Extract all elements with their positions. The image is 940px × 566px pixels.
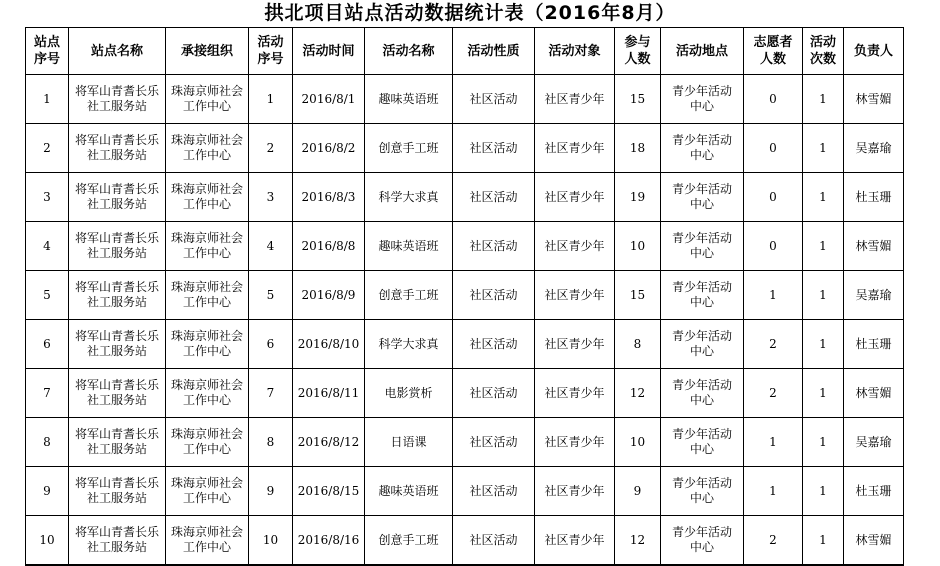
cell-date: 2016/8/12	[293, 418, 365, 467]
cell-owner: 杜玉珊	[844, 173, 904, 222]
cell-line: 工作中心	[182, 491, 231, 505]
header-act-no-line: 序号	[257, 52, 284, 67]
cell-line: 社工服务站	[86, 148, 147, 162]
cell-line: 将军山青耆长乐	[74, 329, 159, 343]
cell-participants: 8	[615, 320, 661, 369]
table-body	[26, 75, 904, 566]
cell-date: 2016/8/8	[293, 222, 365, 271]
header-row	[26, 28, 904, 75]
cell-line: 珠海京师社会	[170, 280, 243, 294]
cell-line: 中心	[689, 442, 714, 456]
cell-site-name	[69, 516, 166, 566]
cell-line: 青少年活动	[671, 378, 732, 392]
cell-line: 青少年活动	[671, 427, 732, 441]
cell-participants: 15	[615, 75, 661, 124]
cell-line: 珠海京师社会	[170, 133, 243, 147]
cell-line: 将军山青耆长乐	[74, 427, 159, 441]
cell-owner: 杜玉珊	[844, 320, 904, 369]
cell-line: 青少年活动	[671, 133, 732, 147]
cell-nature: 社区活动	[453, 516, 535, 566]
header-nature-line: 活动性质	[467, 43, 520, 59]
cell-location	[661, 173, 744, 222]
cell-site-name	[69, 320, 166, 369]
cell-participants: 19	[615, 173, 661, 222]
cell-participants: 10	[615, 222, 661, 271]
table-row	[26, 320, 904, 369]
header-location-line: 活动地点	[675, 43, 728, 59]
cell-line: 中心	[689, 540, 714, 554]
cell-times: 1	[803, 124, 844, 173]
cell-owner: 吴嘉瑜	[844, 271, 904, 320]
cell-line: 青少年活动	[671, 231, 732, 245]
cell-nature: 社区活动	[453, 467, 535, 516]
header-times-line: 次数	[809, 52, 836, 67]
header-participants-line: 人数	[624, 52, 651, 67]
cell-name: 科学大求真	[365, 173, 453, 222]
header-act-name	[365, 28, 453, 75]
cell-org	[166, 369, 249, 418]
cell-line: 社工服务站	[86, 491, 147, 505]
cell-location	[661, 369, 744, 418]
cell-location	[661, 271, 744, 320]
cell-name: 趣味英语班	[365, 75, 453, 124]
cell-location	[661, 320, 744, 369]
cell-location	[661, 516, 744, 566]
cell-site-name	[69, 418, 166, 467]
cell-target: 社区青少年	[535, 320, 615, 369]
cell-org	[166, 124, 249, 173]
cell-line: 将军山青耆长乐	[74, 378, 159, 392]
table-row	[26, 271, 904, 320]
cell-times: 1	[803, 75, 844, 124]
cell-participants: 10	[615, 418, 661, 467]
cell-line: 珠海京师社会	[170, 476, 243, 490]
table-row	[26, 173, 904, 222]
cell-line: 中心	[689, 393, 714, 407]
cell-volunteers: 2	[744, 369, 803, 418]
cell-line: 社工服务站	[86, 246, 147, 260]
cell-line: 青少年活动	[671, 84, 732, 98]
cell-line: 珠海京师社会	[170, 329, 243, 343]
cell-volunteers: 0	[744, 124, 803, 173]
cell-volunteers: 1	[744, 271, 803, 320]
cell-name: 创意手工班	[365, 516, 453, 566]
header-participants-line: 参与	[624, 35, 651, 50]
header-date-line: 活动时间	[302, 43, 355, 59]
cell-line: 将军山青耆长乐	[74, 231, 159, 245]
cell-owner: 吴嘉瑜	[844, 124, 904, 173]
cell-site-no: 6	[26, 320, 69, 369]
cell-line: 中心	[689, 344, 714, 358]
cell-times: 1	[803, 222, 844, 271]
cell-org	[166, 271, 249, 320]
header-owner-line: 负责人	[853, 43, 893, 59]
table-row	[26, 369, 904, 418]
cell-name: 科学大求真	[365, 320, 453, 369]
cell-participants: 18	[615, 124, 661, 173]
cell-target: 社区青少年	[535, 222, 615, 271]
cell-act-no: 3	[249, 173, 293, 222]
header-act-no	[249, 28, 293, 75]
cell-act-no: 1	[249, 75, 293, 124]
cell-line: 将军山青耆长乐	[74, 84, 159, 98]
cell-line: 工作中心	[182, 197, 231, 211]
header-date	[293, 28, 365, 75]
header-org-line: 承接组织	[180, 43, 233, 59]
cell-line: 青少年活动	[671, 525, 732, 539]
cell-line: 将军山青耆长乐	[74, 182, 159, 196]
cell-line: 中心	[689, 148, 714, 162]
cell-act-no: 6	[249, 320, 293, 369]
cell-site-no: 9	[26, 467, 69, 516]
cell-line: 工作中心	[182, 442, 231, 456]
header-times	[803, 28, 844, 75]
cell-site-no: 5	[26, 271, 69, 320]
cell-volunteers: 1	[744, 418, 803, 467]
cell-line: 中心	[689, 491, 714, 505]
header-volunteers-line: 志愿者	[753, 35, 793, 50]
table-row	[26, 222, 904, 271]
cell-line: 将军山青耆长乐	[74, 525, 159, 539]
cell-date: 2016/8/10	[293, 320, 365, 369]
cell-nature: 社区活动	[453, 369, 535, 418]
cell-line: 珠海京师社会	[170, 182, 243, 196]
cell-date: 2016/8/1	[293, 75, 365, 124]
cell-org	[166, 467, 249, 516]
cell-name: 电影赏析	[365, 369, 453, 418]
cell-location	[661, 222, 744, 271]
cell-org	[166, 222, 249, 271]
cell-act-no: 2	[249, 124, 293, 173]
header-site-name-line: 站点名称	[90, 43, 143, 59]
cell-name: 创意手工班	[365, 124, 453, 173]
cell-org	[166, 418, 249, 467]
cell-name: 趣味英语班	[365, 467, 453, 516]
cell-nature: 社区活动	[453, 271, 535, 320]
cell-line: 中心	[689, 99, 714, 113]
cell-volunteers: 0	[744, 222, 803, 271]
table-row	[26, 467, 904, 516]
cell-line: 中心	[689, 246, 714, 260]
cell-line: 珠海京师社会	[170, 84, 243, 98]
cell-line: 工作中心	[182, 295, 231, 309]
cell-nature: 社区活动	[453, 173, 535, 222]
cell-line: 社工服务站	[86, 540, 147, 554]
header-volunteers-line: 人数	[759, 52, 786, 67]
cell-site-name	[69, 75, 166, 124]
cell-volunteers: 2	[744, 320, 803, 369]
cell-line: 工作中心	[182, 393, 231, 407]
cell-site-no: 7	[26, 369, 69, 418]
cell-nature: 社区活动	[453, 124, 535, 173]
cell-line: 珠海京师社会	[170, 378, 243, 392]
cell-target: 社区青少年	[535, 369, 615, 418]
cell-act-no: 9	[249, 467, 293, 516]
cell-name: 创意手工班	[365, 271, 453, 320]
table-row	[26, 516, 904, 566]
cell-act-no: 8	[249, 418, 293, 467]
cell-target: 社区青少年	[535, 124, 615, 173]
cell-owner: 林雪媚	[844, 222, 904, 271]
cell-target: 社区青少年	[535, 271, 615, 320]
cell-date: 2016/8/3	[293, 173, 365, 222]
cell-owner: 杜玉珊	[844, 467, 904, 516]
header-site-no	[26, 28, 69, 75]
cell-org	[166, 173, 249, 222]
cell-line: 工作中心	[182, 344, 231, 358]
cell-line: 珠海京师社会	[170, 231, 243, 245]
cell-act-no: 7	[249, 369, 293, 418]
cell-owner: 林雪媚	[844, 516, 904, 566]
cell-date: 2016/8/2	[293, 124, 365, 173]
cell-times: 1	[803, 369, 844, 418]
cell-site-name	[69, 467, 166, 516]
header-org	[166, 28, 249, 75]
cell-location	[661, 124, 744, 173]
cell-target: 社区青少年	[535, 173, 615, 222]
cell-participants: 9	[615, 467, 661, 516]
cell-site-no: 8	[26, 418, 69, 467]
cell-participants: 12	[615, 516, 661, 566]
header-site-no-line: 序号	[33, 52, 60, 67]
cell-target: 社区青少年	[535, 467, 615, 516]
cell-owner: 吴嘉瑜	[844, 418, 904, 467]
cell-line: 中心	[689, 295, 714, 309]
cell-site-no: 2	[26, 124, 69, 173]
cell-line: 中心	[689, 197, 714, 211]
cell-act-no: 5	[249, 271, 293, 320]
cell-line: 工作中心	[182, 99, 231, 113]
cell-org	[166, 75, 249, 124]
cell-line: 珠海京师社会	[170, 427, 243, 441]
cell-site-name	[69, 271, 166, 320]
cell-date: 2016/8/16	[293, 516, 365, 566]
header-site-no-line: 站点	[33, 35, 60, 50]
cell-line: 青少年活动	[671, 182, 732, 196]
header-target-line: 活动对象	[548, 43, 601, 59]
header-target	[535, 28, 615, 75]
header-location	[661, 28, 744, 75]
cell-location	[661, 75, 744, 124]
cell-org	[166, 516, 249, 566]
cell-line: 珠海京师社会	[170, 525, 243, 539]
table-row	[26, 418, 904, 467]
cell-site-no: 10	[26, 516, 69, 566]
cell-participants: 15	[615, 271, 661, 320]
header-volunteers	[744, 28, 803, 75]
cell-volunteers: 1	[744, 467, 803, 516]
cell-times: 1	[803, 516, 844, 566]
cell-line: 工作中心	[182, 540, 231, 554]
table-row	[26, 75, 904, 124]
cell-times: 1	[803, 271, 844, 320]
cell-line: 工作中心	[182, 246, 231, 260]
table-row	[26, 124, 904, 173]
cell-location	[661, 467, 744, 516]
cell-line: 社工服务站	[86, 295, 147, 309]
cell-nature: 社区活动	[453, 320, 535, 369]
cell-date: 2016/8/11	[293, 369, 365, 418]
cell-line: 工作中心	[182, 148, 231, 162]
cell-site-name	[69, 173, 166, 222]
cell-date: 2016/8/15	[293, 467, 365, 516]
cell-name: 日语课	[365, 418, 453, 467]
cell-target: 社区青少年	[535, 516, 615, 566]
header-times-line: 活动	[809, 35, 836, 50]
cell-times: 1	[803, 418, 844, 467]
cell-line: 社工服务站	[86, 197, 147, 211]
cell-line: 青少年活动	[671, 329, 732, 343]
cell-line: 青少年活动	[671, 476, 732, 490]
cell-site-name	[69, 222, 166, 271]
header-owner	[844, 28, 904, 75]
cell-nature: 社区活动	[453, 75, 535, 124]
cell-nature: 社区活动	[453, 222, 535, 271]
cell-site-name	[69, 369, 166, 418]
header-act-no-line: 活动	[257, 35, 284, 50]
cell-line: 社工服务站	[86, 442, 147, 456]
cell-line: 将军山青耆长乐	[74, 476, 159, 490]
header-site-name	[69, 28, 166, 75]
cell-name: 趣味英语班	[365, 222, 453, 271]
cell-owner: 林雪媚	[844, 75, 904, 124]
page-title: 拱北项目站点活动数据统计表（2016年8月）	[264, 2, 676, 24]
cell-line: 社工服务站	[86, 344, 147, 358]
header-participants	[615, 28, 661, 75]
cell-volunteers: 0	[744, 75, 803, 124]
cell-line: 青少年活动	[671, 280, 732, 294]
cell-participants: 12	[615, 369, 661, 418]
cell-site-no: 1	[26, 75, 69, 124]
cell-location	[661, 418, 744, 467]
cell-date: 2016/8/9	[293, 271, 365, 320]
cell-volunteers: 0	[744, 173, 803, 222]
cell-line: 社工服务站	[86, 99, 147, 113]
cell-site-no: 4	[26, 222, 69, 271]
cell-times: 1	[803, 173, 844, 222]
cell-target: 社区青少年	[535, 418, 615, 467]
cell-act-no: 4	[249, 222, 293, 271]
cell-site-no: 3	[26, 173, 69, 222]
cell-times: 1	[803, 467, 844, 516]
cell-target: 社区青少年	[535, 75, 615, 124]
header-act-name-line: 活动名称	[382, 43, 435, 59]
cell-act-no: 10	[249, 516, 293, 566]
cell-nature: 社区活动	[453, 418, 535, 467]
cell-site-name	[69, 124, 166, 173]
header-nature	[453, 28, 535, 75]
cell-org	[166, 320, 249, 369]
cell-line: 将军山青耆长乐	[74, 280, 159, 294]
cell-times: 1	[803, 320, 844, 369]
cell-volunteers: 2	[744, 516, 803, 566]
cell-line: 社工服务站	[86, 393, 147, 407]
cell-line: 将军山青耆长乐	[74, 133, 159, 147]
cell-owner: 林雪媚	[844, 369, 904, 418]
data-table	[25, 27, 904, 566]
